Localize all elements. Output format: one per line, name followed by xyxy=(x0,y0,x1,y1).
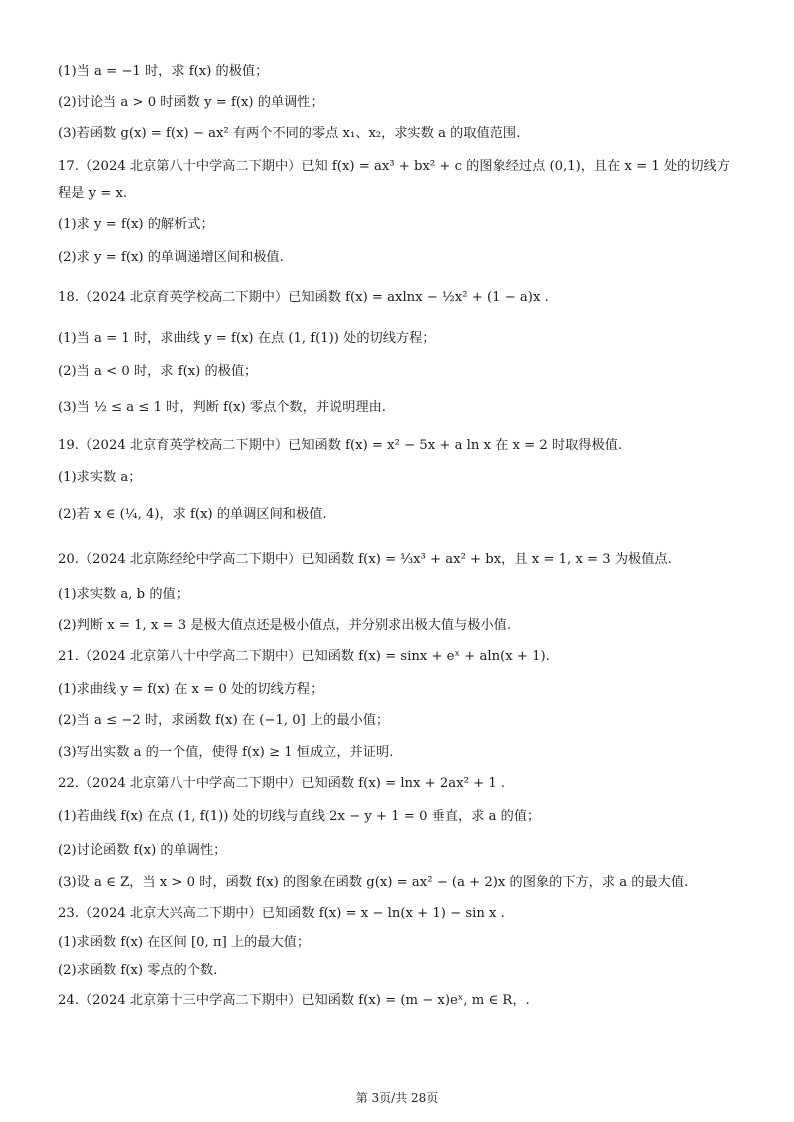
text-line: (2)讨论函数 f(x) 的单调性； xyxy=(58,843,227,858)
text-line: (1)求曲线 y = f(x) 在 x = 0 处的切线方程； xyxy=(58,682,324,697)
text-line: (2)若 x ∈ (¼, 4)，求 f(x) 的单调区间和极值. xyxy=(58,507,327,522)
text-line: (2)判断 x = 1, x = 3 是极大值点还是极小值点，并分别求出极大值与极小值. xyxy=(58,618,512,633)
question-20-heading: 20.（2024 北京陈经纶中学高二下期中）已知函数 f(x) = ⅓x³ + ax² + bx，且 x = 1, x = 3 为极值点. xyxy=(58,552,672,567)
text-line: (2)求 y = f(x) 的单调递增区间和极值. xyxy=(58,250,284,265)
text-line: (2)求函数 f(x) 零点的个数. xyxy=(58,963,218,978)
text-line: (3)当 ½ ≤ a ≤ 1 时，判断 f(x) 零点个数，并说明理由. xyxy=(58,400,386,415)
text-line: (1)当 a = −1 时，求 f(x) 的极值； xyxy=(58,64,269,79)
question-19-heading: 19.（2024 北京育英学校高二下期中）已知函数 f(x) = x² − 5x + a ln x 在 x = 2 时取得极值. xyxy=(58,438,623,453)
text-line: 程是 y = x. xyxy=(58,186,128,201)
text-line: (1)求实数 a； xyxy=(58,470,142,485)
text-line: (1)求函数 f(x) 在区间 [0, π] 上的最大值； xyxy=(58,935,311,950)
text-line: (2)当 a ≤ −2 时，求函数 f(x) 在 (−1, 0] 上的最小值； xyxy=(58,713,390,728)
question-23-heading: 23.（2024 北京大兴高二下期中）已知函数 f(x) = x − ln(x + 1) − sin x . xyxy=(58,906,505,921)
text-line: (2)讨论当 a > 0 时函数 y = f(x) 的单调性； xyxy=(58,95,324,110)
text-line: (2)当 a < 0 时，求 f(x) 的极值； xyxy=(58,364,258,379)
text-line: (1)若曲线 f(x) 在点 (1, f(1)) 处的切线与直线 2x − y + 1 = 0 垂直，求 a 的值； xyxy=(58,809,541,824)
text-line: (3)写出实数 a 的一个值，使得 f(x) ≥ 1 恒成立，并证明. xyxy=(58,745,394,760)
text-line: (3)若函数 g(x) = f(x) − ax² 有两个不同的零点 x₁、x₂，求实数 a 的取值范围. xyxy=(58,126,521,141)
text-line: (3)设 a ∈ Z，当 x > 0 时，函数 f(x) 的图象在函数 g(x) = ax² − (a + 2)x 的图象的下方，求 a 的最大值. xyxy=(58,875,689,890)
text-line: (1)求实数 a, b 的值； xyxy=(58,587,189,602)
question-17-heading: 17.（2024 北京第八十中学高二下期中）已知 f(x) = ax³ + bx² + c 的图象经过点 (0,1)，且在 x = 1 处的切线方 xyxy=(58,159,730,174)
page-footer: 第 3页/共 28页 xyxy=(355,1091,439,1105)
text-line: (1)当 a = 1 时，求曲线 y = f(x) 在点 (1, f(1)) 处的切线方程； xyxy=(58,331,436,346)
question-18-heading: 18.（2024 北京育英学校高二下期中）已知函数 f(x) = axlnx − ½x² + (1 − a)x . xyxy=(58,290,549,305)
question-22-heading: 22.（2024 北京第八十中学高二下期中）已知函数 f(x) = lnx + 2ax² + 1 . xyxy=(58,776,506,791)
question-21-heading: 21.（2024 北京第八十中学高二下期中）已知函数 f(x) = sinx + eˣ + aln(x + 1). xyxy=(58,649,550,664)
text-line: (1)求 y = f(x) 的解析式； xyxy=(58,217,214,232)
question-24-heading: 24.（2024 北京第十三中学高二下期中）已知函数 f(x) = (m − x)eˣ, m ∈ R，. xyxy=(58,993,530,1008)
